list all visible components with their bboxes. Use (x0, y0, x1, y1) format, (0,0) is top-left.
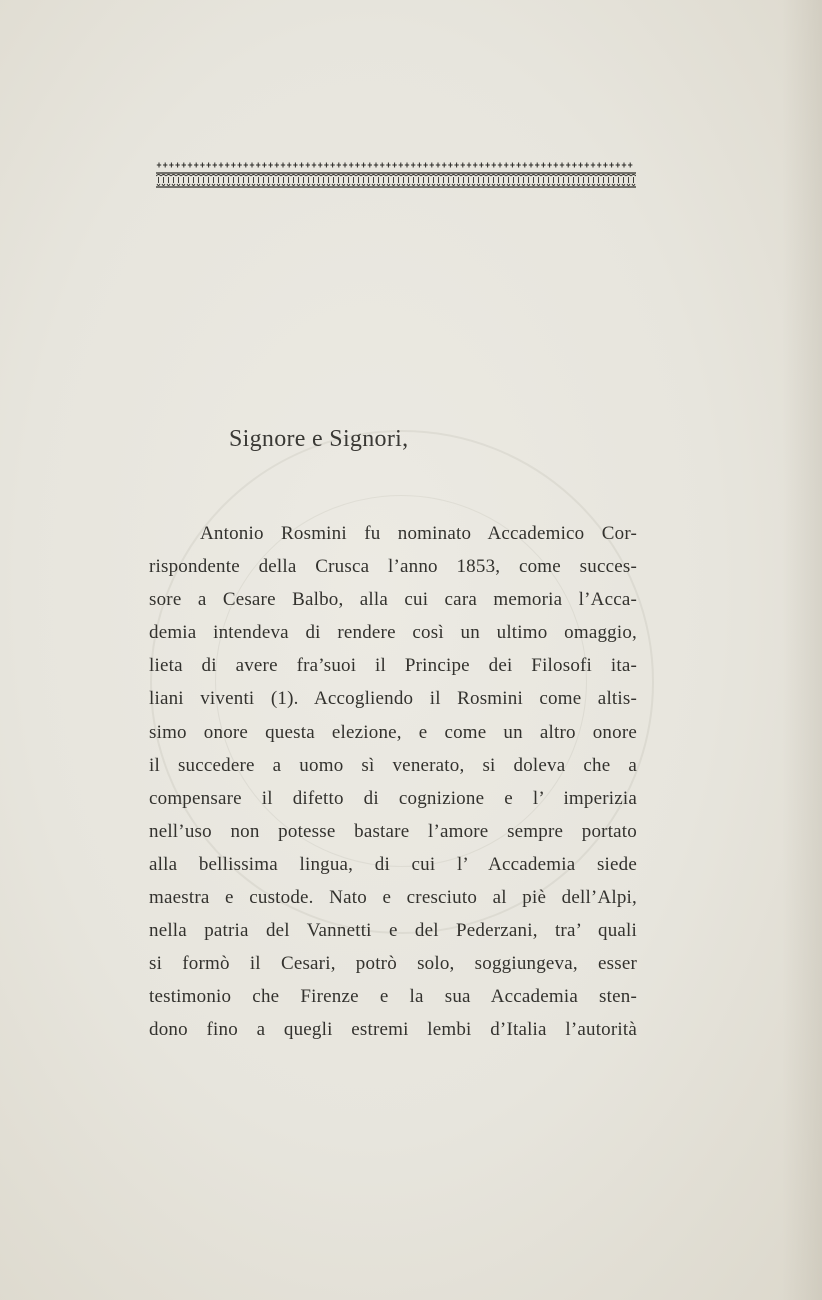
text-line: maestra e custode. Nato e cresciuto al piè dell’Alpi, (149, 887, 637, 909)
text-line: sore a Cesare Balbo, alla cui cara memoria l’Acca- (149, 589, 637, 611)
text-line: il succedere a uomo sì venerato, si doleva che a (149, 754, 637, 776)
text-line: lieta di avere fra’suoi il Principe dei Filosofi ita- (149, 655, 637, 677)
salutation-heading: Signore e Signori, (229, 426, 409, 452)
text-line: alla bellissima lingua, di cui l’ Accademia siede (149, 853, 637, 875)
page-edge-shadow (782, 0, 822, 1300)
ornament-wave-border (156, 172, 636, 188)
text-line: Antonio Rosmini fu nominato Accademico Cor- (200, 523, 637, 544)
text-line: simo onore questa elezione, e come un altro onore (149, 721, 637, 743)
text-line: si formò il Cesari, potrò solo, soggiungeva, esser (149, 953, 637, 975)
body-paragraph (149, 517, 637, 1047)
text-line: rispondente della Crusca l’anno 1853, come succes- (149, 556, 637, 578)
text-line: compensare il difetto di cognizione e l’ imperizia (149, 787, 637, 809)
text-line: demia intendeva di rendere così un ultimo omaggio, (149, 622, 637, 644)
text-line: nella patria del Vannetti e del Pederzani, tra’ quali (149, 920, 637, 942)
text-line: testimonio che Firenze e la sua Accademia sten- (149, 986, 637, 1008)
ornament-cross-border (156, 160, 636, 170)
text-line: dono fino a quegli estremi lembi d’Italia l’autorità (149, 1019, 637, 1041)
text-line: nell’uso non potesse bastare l’amore sempre portato (149, 820, 637, 842)
text-line: liani viventi (1). Accogliendo il Rosmini come altis- (149, 688, 637, 710)
